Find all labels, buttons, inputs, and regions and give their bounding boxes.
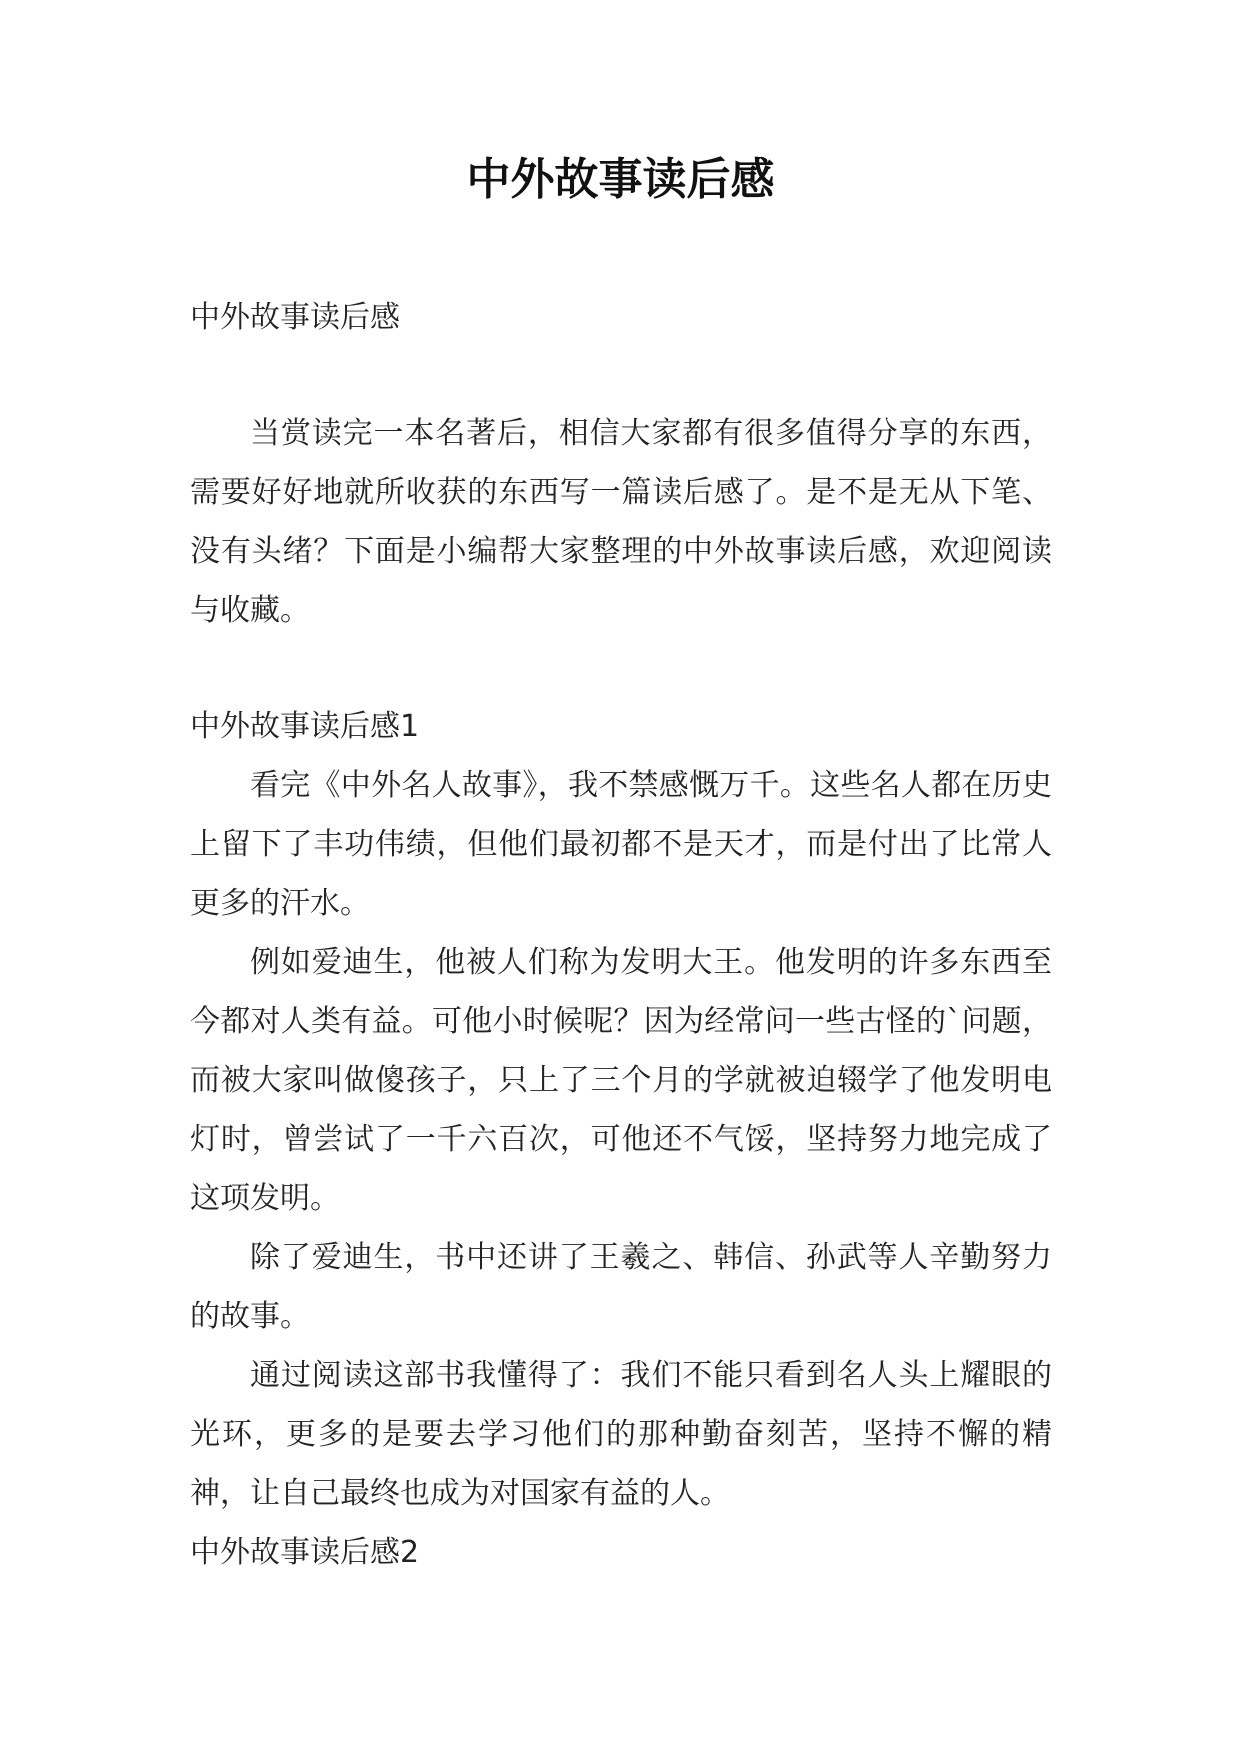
document-title: 中外故事读后感 [466, 154, 775, 205]
subtitle: 中外故事读后感 [190, 300, 400, 335]
section1-paragraph: 除了爱迪生，书中还讲了王羲之、韩信、孙武等人辛勤努力的故事。 [190, 1240, 1052, 1334]
section1-paragraph: 看完《中外名人故事》，我不禁感慨万千。这些名人都在历史上留下了丰功伟绩，但他们最初都不是天才，而是付出了比常人更多的汗水。 [190, 768, 1052, 921]
section1-paragraph: 例如爱迪生，他被人们称为发明大王。他发明的许多东西至今都对人类有益。可他小时候呢？因为经常问一些古怪的`问题，而被大家叫做傻孩子，只上了三个月的学就被迫辍学了他发明电灯时，曾尝试了一千六百次，可他还不气馁，坚持努力地完成了这项发明。 [190, 945, 1052, 1216]
section-heading-2: 中外故事读后感2 [190, 1535, 420, 1570]
section1-paragraph: 通过阅读这部书我懂得了：我们不能只看到名人头上耀眼的光环，更多的是要去学习他们的那种勤奋刻苦，坚持不懈的精神，让自己最终也成为对国家有益的人。 [190, 1358, 1052, 1511]
intro-paragraph: 当赏读完一本名著后，相信大家都有很多值得分享的东西，需要好好地就所收获的东西写一篇读后感了。是不是无从下笔、没有头绪？下面是小编帮大家整理的中外故事读后感，欢迎阅读与收藏。 [190, 416, 1052, 628]
section-heading-1: 中外故事读后感1 [190, 709, 420, 744]
document-body [190, 288, 1052, 1582]
